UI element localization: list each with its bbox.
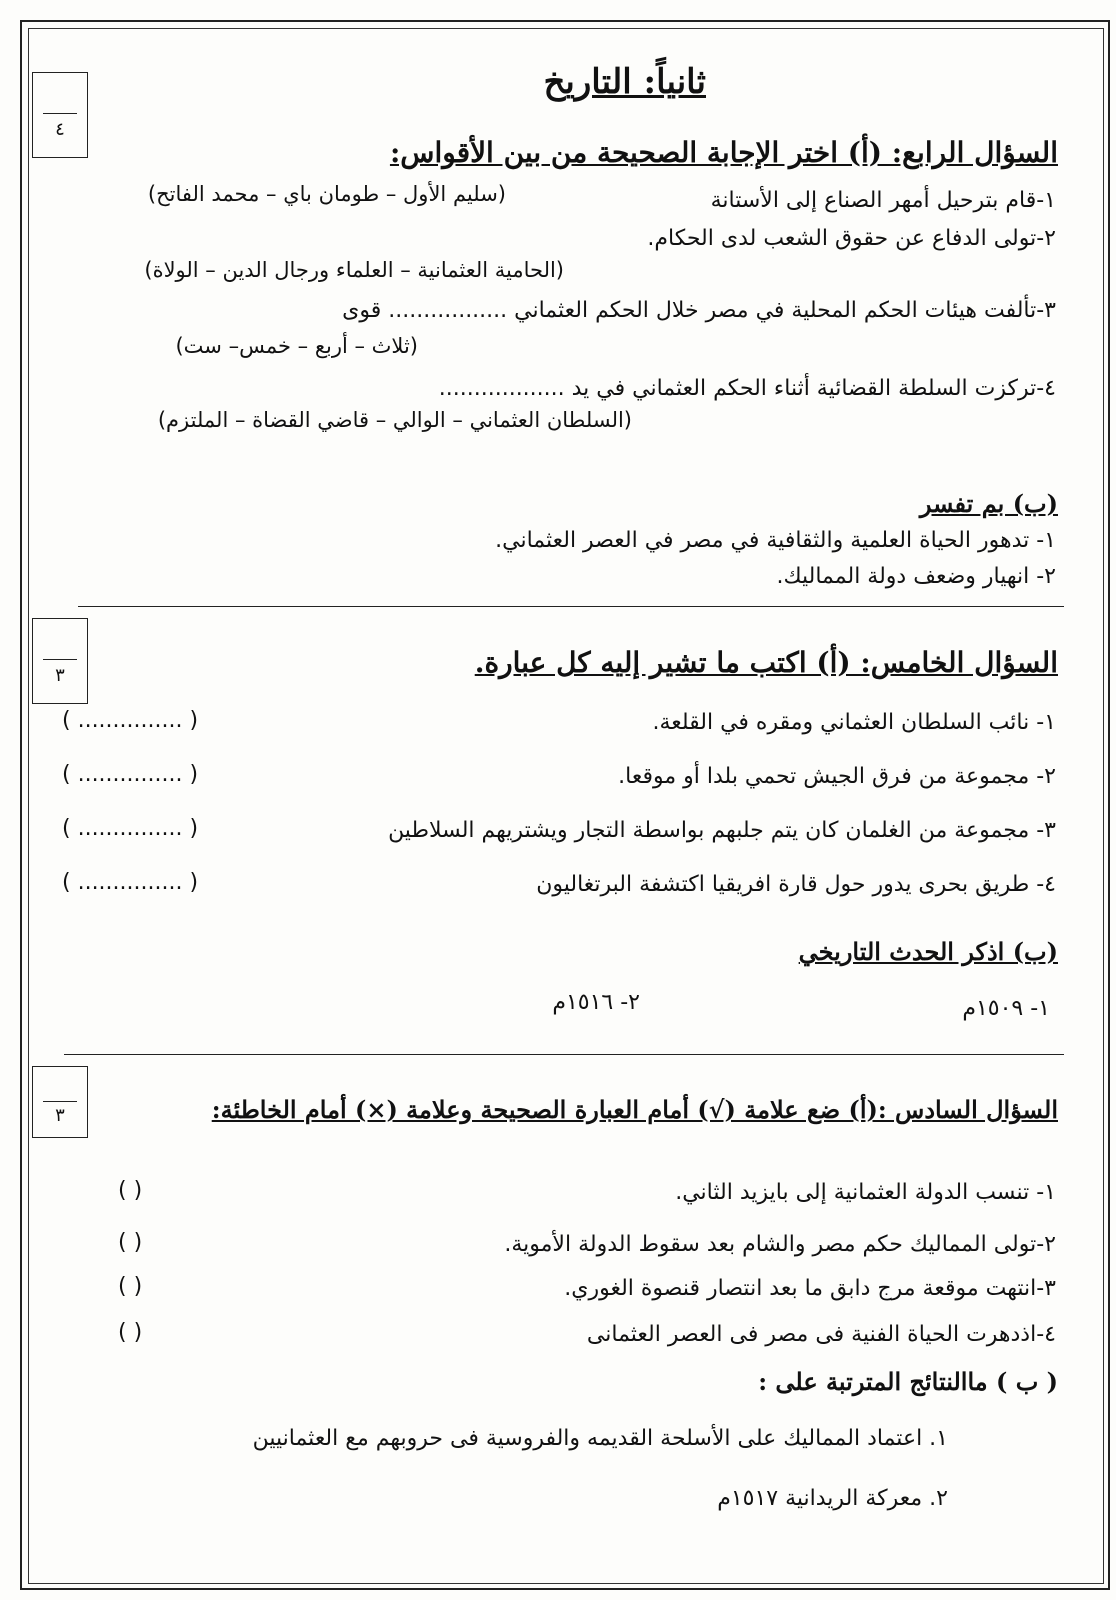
q6-b-item-1: ١. اعتماد المماليك على الأسلحة القديمه والفروسية فى حروبهم مع العثمانيين: [252, 1426, 948, 1451]
q6-item-2-box[interactable]: ( ): [118, 1230, 143, 1255]
q6-item-3-box[interactable]: ( ): [118, 1274, 143, 1299]
q4-b-item-1: ١- تدهور الحياة العلمية والثقافية في مصر في العصر العثماني.: [495, 528, 1056, 553]
q4-item-1: ١-قام بترحيل أمهر الصناع إلى الأستانة: [710, 188, 1056, 213]
q6-item-1-box[interactable]: ( ): [118, 1178, 143, 1203]
q5-b-heading: (ب) اذكر الحدث التاريخي: [798, 937, 1058, 966]
q4-b-heading: (ب) بم تفسر: [919, 489, 1058, 518]
q5-b-item-1: ١- ١٥٠٩م: [962, 996, 1050, 1021]
q4-heading: السؤال الرابع: (أ) اختر الإجابة الصحيحة من بين الأقواس:: [389, 136, 1058, 169]
q5-score: ٣: [55, 665, 65, 686]
q5-item-2: ٢- مجموعة من فرق الجيش تحمي بلدا أو موقعا.: [618, 764, 1056, 789]
divider-2: [64, 1054, 1064, 1055]
q6-item-3: ٣-انتهت موقعة مرج دابق ما بعد انتصار قنصوة الغوري.: [564, 1276, 1056, 1301]
q4-item-1-options: (سليم الأول – طومان باي – محمد الفاتح): [147, 182, 506, 206]
q5-item-1: ١- نائب السلطان العثماني ومقره في القلعة.: [652, 710, 1056, 735]
q6-b-item-2: ٢. معركة الريدانية ١٥١٧م: [717, 1486, 948, 1511]
q5-score-box: [32, 618, 88, 704]
q6-heading: السؤال السادس :(أ) ضع علامة (√) أمام العبارة الصحيحة وعلامة (×) أمام الخاطئة:: [211, 1095, 1058, 1124]
q6-item-1: ١- تنسب الدولة العثمانية إلى بايزيد الثاني.: [675, 1180, 1056, 1205]
q6-b-heading: ( ب ) ماالنتائج المترتبة على :: [758, 1367, 1058, 1396]
q4-item-2-options: (الحامية العثمانية – العلماء ورجال الدين – الولاة): [144, 258, 564, 282]
q6-score: ٣: [55, 1105, 65, 1126]
q5-item-4: ٤- طريق بحرى يدور حول قارة افريقيا اكتشفة البرتغاليون: [536, 872, 1056, 897]
q5-item-3-blank[interactable]: ( ............... ): [62, 816, 199, 841]
q5-item-3: ٣- مجموعة من الغلمان كان يتم جلبهم بواسطة التجار ويشتريهم السلاطين: [388, 818, 1056, 843]
q5-item-4-blank[interactable]: ( ............... ): [62, 870, 199, 895]
q5-item-1-blank[interactable]: ( ............... ): [62, 708, 199, 733]
q4-item-3-options: (ثلاث – أربع – خمس– ست): [175, 334, 418, 358]
q5-b-item-2: ٢- ١٥١٦م: [552, 990, 640, 1015]
q6-item-2: ٢-تولى المماليك حكم مصر والشام بعد سقوط الدولة الأموية.: [504, 1232, 1056, 1257]
page-title: ثانياً: التاريخ: [543, 62, 706, 102]
q4-item-3: ٣-تألفت هيئات الحكم المحلية في مصر خلال الحكم العثماني ................. قوى: [342, 298, 1056, 323]
q4-item-2: ٢-تولى الدفاع عن حقوق الشعب لدى الحكام.: [647, 226, 1056, 251]
q4-score-box: [32, 72, 88, 158]
q5-heading: السؤال الخامس: (أ) اكتب ما تشير إليه كل عبارة.: [474, 646, 1058, 679]
q5-item-2-blank[interactable]: ( ............... ): [62, 762, 199, 787]
q6-score-box: [32, 1066, 88, 1138]
q6-item-4: ٤-اذدهرت الحياة الفنية فى مصر فى العصر العثمانى: [586, 1322, 1056, 1347]
q4-score: ٤: [55, 119, 65, 140]
q4-item-4-options: (السلطان العثماني – الوالي – قاضي القضاة – الملتزم): [157, 408, 632, 432]
q6-item-4-box[interactable]: ( ): [118, 1320, 143, 1345]
q4-item-4: ٤-تركزت السلطة القضائية أثناء الحكم العثماني في يد ..................: [438, 376, 1056, 401]
divider-1: [78, 606, 1064, 607]
q4-b-item-2: ٢- انهيار وضعف دولة المماليك.: [776, 564, 1056, 589]
